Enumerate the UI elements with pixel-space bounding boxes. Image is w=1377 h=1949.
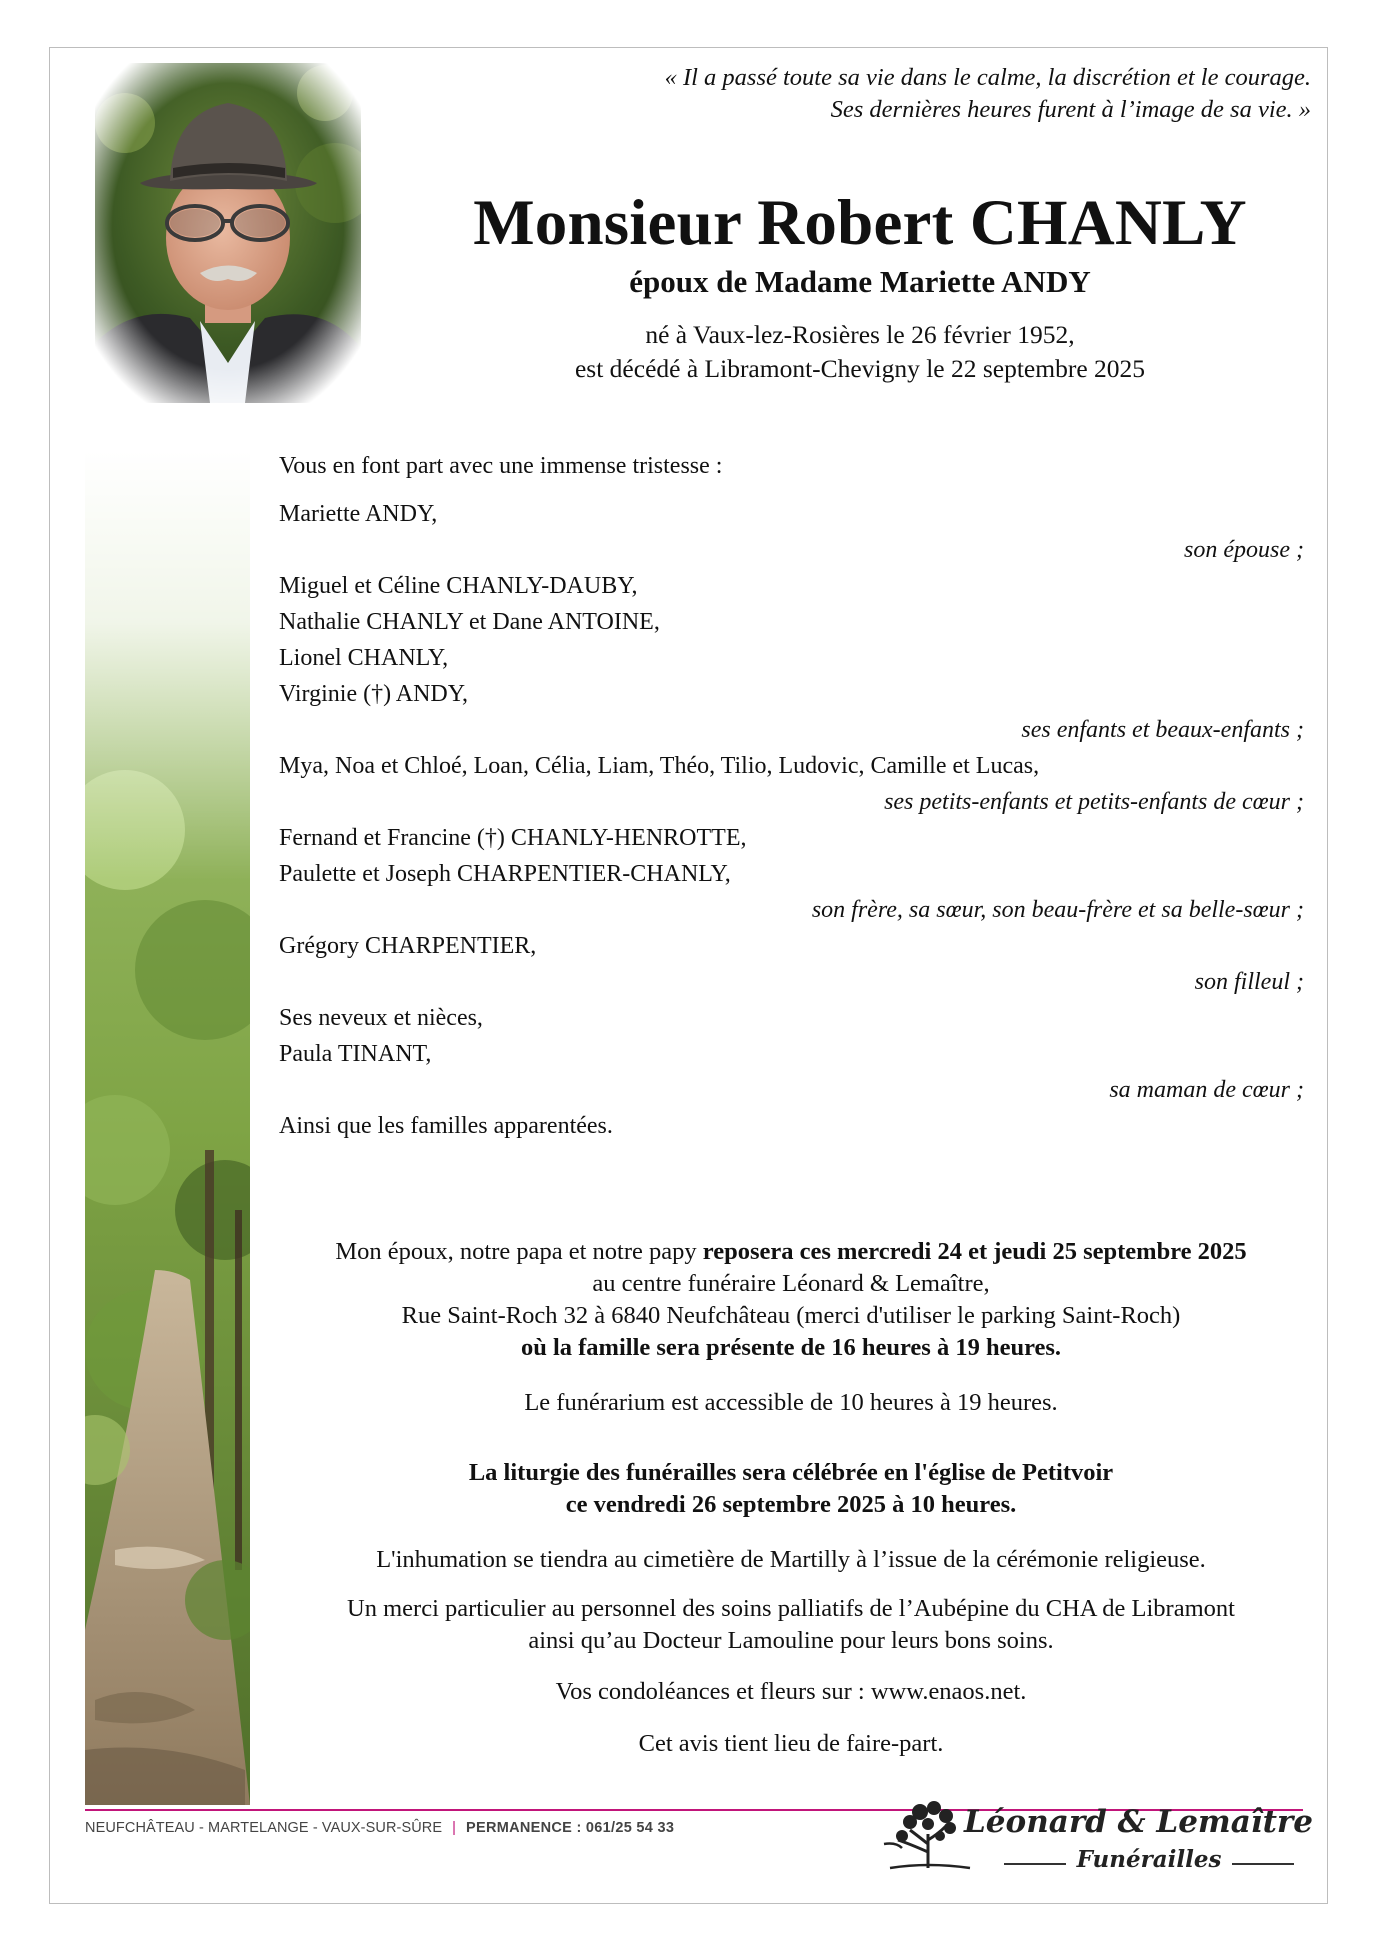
family-relation: ses enfants et beaux-enfants ;	[1021, 717, 1304, 743]
family-member: Virginie (†) ANDY,	[279, 681, 468, 707]
family-relation: sa maman de cœur ;	[1109, 1077, 1304, 1103]
rest-dates: reposera ces mercredi 24 et jeudi 25 septembre 2025	[702, 1238, 1247, 1265]
brand-subtitle-block	[1004, 1846, 1294, 1880]
footer-locations: NEUFCHÂTEAU - MARTELANGE - VAUX-SUR-SÛRE	[85, 1820, 443, 1836]
family-member: Miguel et Céline CHANLY-DAUBY,	[279, 573, 638, 599]
funerarium-hours: Le funérarium est accessible de 10 heures à 19 heures.	[524, 1389, 1058, 1416]
family-member: Mya, Noa et Chloé, Loan, Célia, Liam, Théo, Tilio, Ludovic, Camille et Lucas,	[279, 753, 1040, 779]
deceased-name: Monsieur Robert CHANLY	[473, 187, 1247, 259]
portrait-photo	[95, 63, 361, 403]
quote-line-1: « Il a passé toute sa vie dans le calme, la discrétion et le courage.	[664, 64, 1311, 91]
rest-line	[262, 1236, 1320, 1268]
burial-info: L'inhumation se tiendra au cimetière de Martilly à l’issue de la cérémonie religieuse.	[376, 1546, 1206, 1573]
thanks-line-2: ainsi qu’au Docteur Lamouline pour leurs bons soins.	[528, 1627, 1054, 1654]
thanks-line-1: Un merci particulier au personnel des soins palliatifs de l’Aubépine du CHA de Libramont	[347, 1595, 1235, 1622]
footer-permanence: PERMANENCE : 061/25 54 33	[466, 1820, 675, 1836]
birth-line: né à Vaux-lez-Rosières le 26 février 1952,	[645, 320, 1075, 349]
family-member: Ses neveux et nièces,	[279, 1005, 483, 1031]
life-dates	[420, 318, 1300, 386]
family-presence: où la famille sera présente de 16 heures à 19 heures.	[520, 1334, 1062, 1361]
funeral-address: Rue Saint-Roch 32 à 6840 Neufchâteau (merci d'utiliser le parking Saint-Roch)	[401, 1302, 1181, 1329]
forest-path-image	[85, 450, 250, 1805]
funeral-announcement	[262, 1228, 1320, 1760]
family-intro: Vous en font part avec une immense tristesse :	[279, 453, 723, 479]
family-member: Lionel CHANLY,	[279, 645, 449, 671]
family-member: Mariette ANDY,	[279, 501, 438, 527]
brand-subtitle: Funérailles	[1076, 1846, 1222, 1873]
family-relation: son frère, sa sœur, son beau-frère et sa belle-sœur ;	[811, 897, 1304, 923]
brand-name: Léonard & Lemaître	[964, 1804, 1313, 1840]
family-member: Ainsi que les familles apparentées.	[279, 1113, 613, 1139]
tree-logo-icon	[880, 1796, 976, 1876]
family-relation: ses petits-enfants et petits-enfants de cœur ;	[884, 789, 1304, 815]
liturgy-line-1: La liturgie des funérailles sera célébrée en l'église de Petitvoir	[468, 1459, 1114, 1486]
quote-line-2: Ses dernières heures furent à l’image de sa vie. »	[830, 96, 1311, 123]
family-relation: son épouse ;	[1184, 537, 1304, 563]
funeral-center: au centre funéraire Léonard & Lemaître,	[592, 1270, 990, 1297]
family-member: Paula TINANT,	[279, 1041, 432, 1067]
family-member: Grégory CHARPENTIER,	[279, 933, 537, 959]
death-line: est décédé à Libramont-Chevigny le 22 septembre 2025	[574, 354, 1146, 383]
family-member: Paulette et Joseph CHARPENTIER-CHANLY,	[279, 861, 731, 887]
epitaph-quote	[491, 62, 1311, 126]
liturgy-line-2: ce vendredi 26 septembre 2025 à 10 heures.	[565, 1491, 1017, 1518]
condolences-line: Vos condoléances et fleurs sur : www.enaos.net.	[555, 1678, 1027, 1705]
spouse-line: époux de Madame Mariette ANDY	[629, 264, 1091, 299]
family-member: Fernand et Francine (†) CHANLY-HENROTTE,	[279, 825, 747, 851]
footer-separator: |	[452, 1820, 457, 1836]
family-member: Nathalie CHANLY et Dane ANTOINE,	[279, 609, 660, 635]
family-relation: son filleul ;	[1194, 969, 1304, 995]
rest-intro: Mon époux, notre papa et notre papy	[335, 1238, 703, 1265]
family-list	[279, 448, 1304, 1144]
footer-contact	[85, 1820, 674, 1836]
notice-line: Cet avis tient lieu de faire-part.	[638, 1730, 944, 1757]
